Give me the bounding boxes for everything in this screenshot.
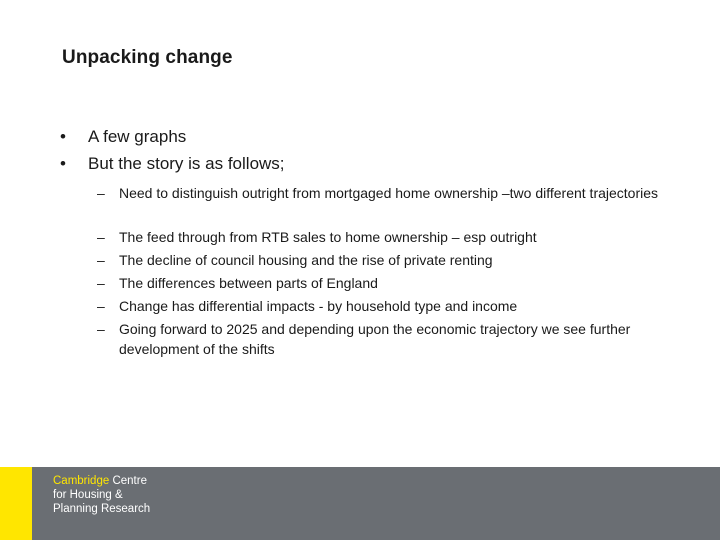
logo-line-1: [53, 474, 150, 488]
dash-marker: –: [97, 275, 105, 291]
dash-marker: –: [97, 298, 105, 314]
sub-bullet-item: [97, 273, 667, 293]
sub-bullet-text: Going forward to 2025 and depending upon the economic trajectory we see further development of the shifts: [119, 321, 631, 357]
bullet-item: [60, 127, 186, 147]
bullet-marker: •: [60, 154, 66, 173]
sub-bullet-item: [97, 227, 667, 247]
logo-line-3: Planning Research: [53, 503, 151, 515]
sub-bullet-item: [97, 319, 667, 359]
sub-bullet-text: The decline of council housing and the rise of private renting: [119, 252, 493, 268]
sub-bullet-text: The feed through from RTB sales to home ownership – esp outright: [119, 229, 537, 245]
footer-accent-stripe: [0, 467, 32, 540]
bullet-text: But the story is as follows;: [88, 154, 285, 173]
sub-bullet-text: The differences between parts of England: [119, 275, 378, 291]
bullet-text: A few graphs: [88, 127, 187, 146]
dash-marker: –: [97, 321, 105, 337]
dash-marker: –: [97, 185, 105, 201]
sub-bullet-item: [97, 296, 667, 316]
slide-title: Unpacking change: [62, 47, 233, 68]
sub-bullet-text: Change has differential impacts - by household type and income: [119, 298, 518, 314]
sub-bullet-text: Need to distinguish outright from mortgaged home ownership –two different trajectories: [119, 185, 659, 201]
logo-centre-word: Centre: [112, 475, 147, 487]
logo-brand-word: Cambridge: [53, 475, 110, 487]
bullet-marker: •: [60, 127, 66, 146]
footer-bar: [0, 467, 720, 540]
sub-bullet-item: [97, 183, 667, 203]
bullet-item: [60, 154, 285, 174]
dash-marker: –: [97, 229, 105, 245]
sub-bullet-item: [97, 250, 667, 270]
logo-line-2: for Housing &: [53, 489, 123, 501]
organization-logo: [53, 474, 150, 516]
dash-marker: –: [97, 252, 105, 268]
